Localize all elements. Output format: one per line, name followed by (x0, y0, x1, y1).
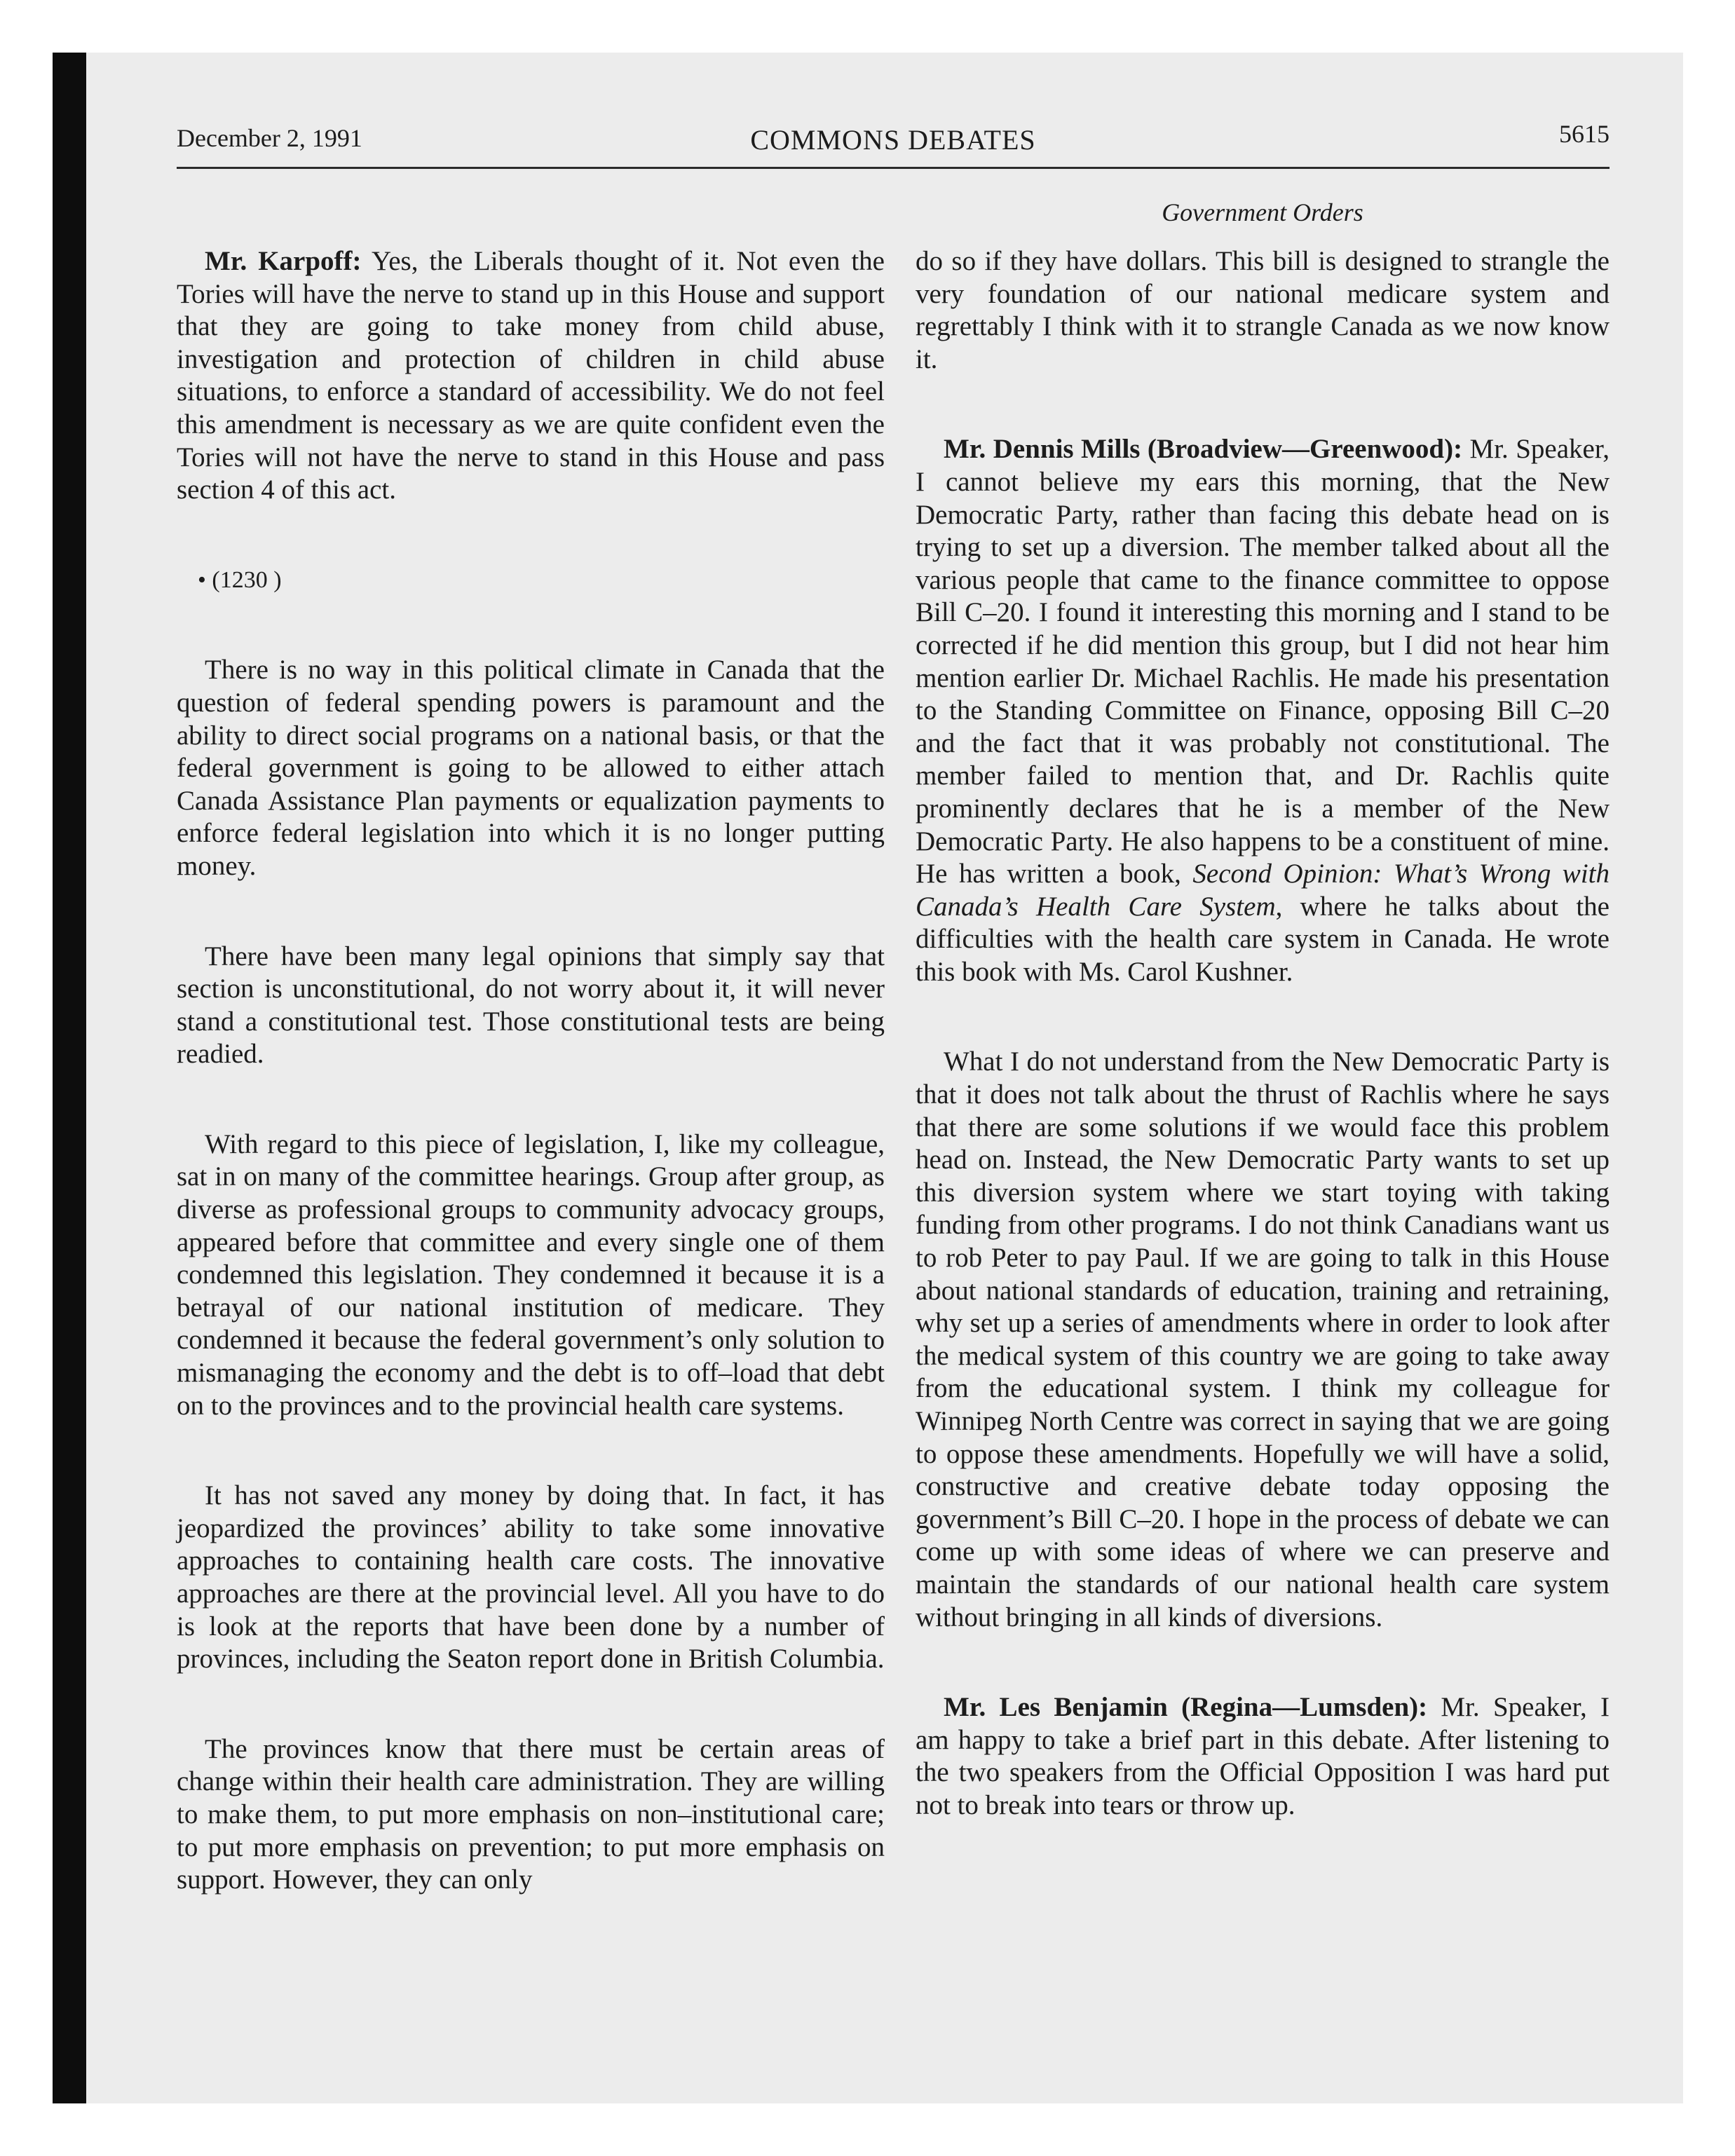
paragraph-text: Mr. Speaker, I am happy to take a brief part in this debate. After listening to the two speakers from the Official Opposition I was hard put not to break into tears or throw up. (916, 1692, 1610, 1820)
header-title: COMMONS DEBATES (750, 124, 1036, 156)
section-label: Government Orders (1162, 198, 1363, 226)
scan-edge-bar (53, 53, 86, 2103)
left-column (177, 245, 885, 1928)
paragraph: The provinces know that there must be certain areas of change within their health care administration. They are willing to make them, to put more emphasis on non–institutional care; to put more emphasis on prevention; to put more emphasis on support. However, they can only (177, 1733, 885, 1895)
paragraph: do so if they have dollars. This bill is designed to strangle the very foundation of our national medicare system and regrettably I think with it to strangle Canada as we now know it. (916, 246, 1610, 374)
paragraph: With regard to this piece of legislation, I, like my colleague, sat in on many of the committee hearings. Group after group, as diverse as professional groups to community advocacy groups, appeared before that committee and every single one of them condemned this legislation. They condemned it because it is a betrayal of our national institution of medicare. They condemned it because the federal government’s only solution to mismanaging the economy and the debt is to off–load that debt on to the provinces and to the provincial health care systems. (177, 1128, 885, 1421)
header-date: December 2, 1991 (177, 124, 362, 152)
paragraph (916, 433, 1610, 988)
paragraph-text: , where he talks about the difficulties with the health care system in Canada. He wrote this book with Ms. Carol Kushner. (916, 891, 1610, 987)
paragraph (177, 245, 885, 507)
paragraph: What I do not understand from the New Democratic Party is that it does not talk about the thrust of Rachlis where he says that there are some solutions if we would face this problem head on. Instead, the New Democratic Party wants to set up this diversion system where we start toying with taking funding from other programs. I do not think Canadians want us to rob Peter to pay Paul. If we are going to talk in this House about national standards of education, training and retraining, why set up a series of amendments where in order to look after the medical system of this country we are going to take away from the educational system. I think my colleague for Winnipeg North Centre was correct in saying that we are going to oppose these amendments. Hopefully we will have a solid, constructive and creative debate today opposing the government’s Bill C–20. I hope in the process of debate we can come up with some ideas of where we can preserve and maintain the standards of our national health care system without bringing in all kinds of diversions. (916, 1046, 1610, 1632)
paragraph-text: Yes, the Liberals thought of it. Not even the Tories will have the nerve to stand up in this House and support that they are going to take money from child abuse, investigation and protection of children in child abuse situations, to enforce a standard of accessibility. We do not feel this amendment is necessary as we are quite confident even the Tories will not have the nerve to stand in this House and pass section 4 of this act. (177, 246, 885, 505)
speaker-name: Mr. Karpoff: (205, 246, 362, 276)
paragraph (916, 1691, 1610, 1822)
speaker-name: Mr. Dennis Mills (Broadview—Greenwood): (944, 434, 1463, 465)
paragraph: It has not saved any money by doing that. In fact, it has jeopardized the provinces’ ability to take some innovative approaches to containing health care costs. The innovative approaches are there at the provincial level. All you have to do is look at the reports that have been done by a number of provinces, including the Seaton report done in British Columbia. (177, 1480, 885, 1674)
time-marker: • (1230 ) (198, 566, 282, 593)
speaker-name: Mr. Les Benjamin (Regina—Lumsden): (944, 1692, 1428, 1723)
book-title: Second Opinion: What’s Wrong with Canada’s Health Care System (916, 859, 1610, 922)
right-column (916, 245, 1610, 1928)
paragraph: There is no way in this political climate in Canada that the question of federal spending powers is paramount and the ability to direct social programs on a national basis, or that the federal government is going to be allowed to either attach Canada Assistance Plan payments or equalization payments to enforce federal legislation into which it is no longer putting money. (177, 655, 885, 881)
paragraph: There have been many legal opinions that simply say that section is unconstitutional, do not worry about it, it will never stand a constitutional test. Those constitutional tests are being readied. (177, 941, 885, 1070)
paragraph-text: Mr. Speaker, I cannot believe my ears this morning, that the New Democratic Party, rather than facing this debate head on is trying to set up a diversion. The member talked about all the various people that came to the finance committee to oppose Bill C–20. I found it interesting this morning and I stand to be corrected if he did mention this group, but I did not hear him mention earlier Dr. Michael Rachlis. He made his presentation to the Standing Committee on Finance, opposing Bill C–20 and the fact that it was probably not constitutional. The member failed to mention that, and Dr. Rachlis quite prominently declares that he is a member of the New Democratic Party. He also happens to be a constituent of mine. He has written a book, (916, 434, 1610, 889)
header-page-number: 5615 (1559, 120, 1610, 148)
page-header (177, 118, 1610, 169)
